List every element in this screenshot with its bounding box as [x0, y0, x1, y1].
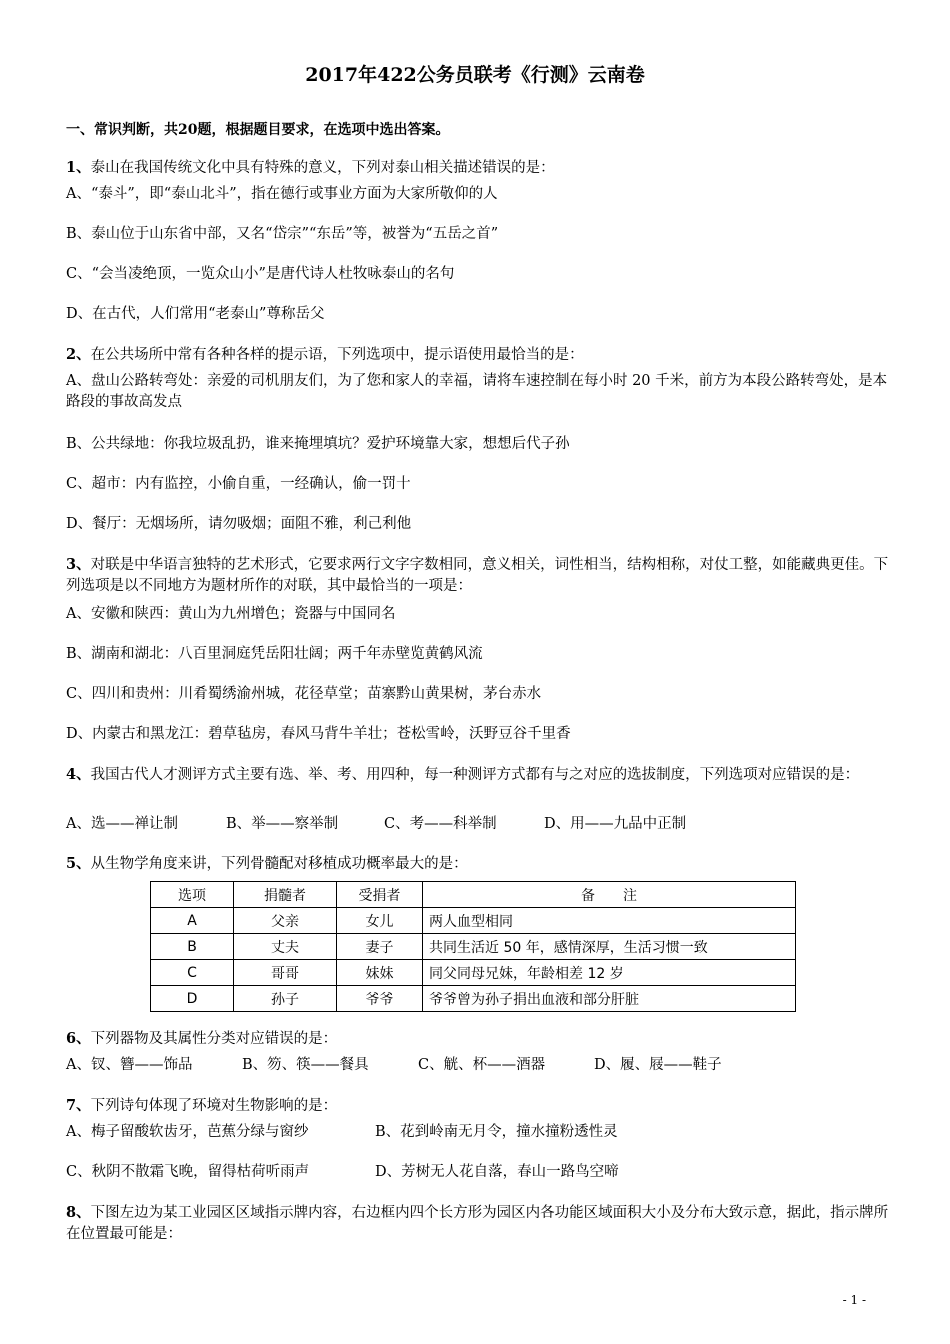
table-header: 捐髓者	[234, 882, 337, 908]
option-c: C、秋阴不散霜飞晚，留得枯荷听雨声	[66, 1164, 310, 1180]
option-c: C、考——科举制	[384, 816, 497, 832]
question-text: 从生物学角度来讲，下列骨髓配对移植成功概率最大的是：	[90, 856, 468, 872]
question-text: 对联是中华语言独特的艺术形式，它要求两行文字字数相同，意义相关，词性相当，结构相称，对仗工整，如能藏典更佳。下列选项是以不同地方为题材所作的对联，其中最恰当的一项是：	[66, 557, 889, 594]
option-d: D、履、屐——鞋子	[594, 1057, 722, 1073]
table-cell: 父亲	[234, 908, 337, 934]
option-c: C、四川和贵州：川肴蜀绣渝州城，花径草堂；苗寨黔山黄果树，茅台赤水	[66, 686, 542, 702]
option-a: A、盘山公路转弯处：亲爱的司机朋友们，为了您和家人的幸福，请将车速控制在每小时 20 千米，前方为本段公路转弯处，是本路段的事故高发点	[66, 373, 888, 410]
question-text: 我国古代人才测评方式主要有选、举、考、用四种，每一种测评方式都有与之对应的选拔制度，下列选项对应错误的是：	[90, 767, 860, 783]
question-6	[66, 1028, 891, 1050]
option-a: A、安徽和陕西：黄山为九州增色；瓷器与中国同名	[66, 606, 396, 622]
option-c: C、“会当凌绝顶，一览众山小”是唐代诗人杜牧咏泰山的名句	[66, 266, 455, 282]
option-b: B、举——察举制	[226, 816, 339, 832]
table-header: 受捐者	[337, 882, 423, 908]
table-cell: 共同生活近 50 年，感情深厚，生活习惯一致	[423, 934, 796, 960]
question-number: 2、	[66, 346, 91, 363]
question-number: 5、	[66, 855, 91, 872]
option-a: A、钗、簪——饰品	[66, 1057, 193, 1073]
table-cell: 孙子	[234, 986, 337, 1012]
option-c: C、觥、杯——酒器	[418, 1057, 546, 1073]
page-title: 2017年422公务员联考《行测》云南卷	[305, 64, 645, 86]
table-row	[151, 986, 796, 1012]
table-cell: C	[151, 960, 234, 986]
question-3	[66, 554, 891, 597]
marrow-table	[150, 881, 796, 1012]
question-text: 下列器物及其属性分类对应错误的是：	[90, 1031, 338, 1047]
table-cell: 两人血型相同	[423, 908, 796, 934]
question-number: 6、	[66, 1030, 91, 1047]
question-4	[66, 764, 891, 786]
question-number: 1、	[66, 159, 91, 176]
table-cell: 爷爷曾为孙子捐出血液和部分肝脏	[423, 986, 796, 1012]
question-number: 7、	[66, 1097, 91, 1114]
table-row	[151, 960, 796, 986]
page-number: - 1 -	[842, 1293, 866, 1307]
table-cell: 哥哥	[234, 960, 337, 986]
question-number: 3、	[66, 556, 91, 573]
table-cell: A	[151, 908, 234, 934]
table-cell: 妹妹	[337, 960, 423, 986]
table-cell: 爷爷	[337, 986, 423, 1012]
table-row	[151, 908, 796, 934]
table-cell: 女儿	[337, 908, 423, 934]
option-d: D、在古代，人们常用“老泰山”尊称岳父	[66, 306, 325, 322]
question-number: 8、	[66, 1204, 91, 1221]
table-cell: 同父同母兄妹，年龄相差 12 岁	[423, 960, 796, 986]
options-row	[66, 1122, 891, 1143]
option-d: D、内蒙古和黑龙江：碧草毡房，春风马背牛羊壮；苍松雪岭，沃野豆谷千里香	[66, 726, 571, 742]
question-text: 下列诗句体现了环境对生物影响的是：	[90, 1098, 338, 1114]
question-number: 4、	[66, 766, 91, 783]
table-cell: B	[151, 934, 234, 960]
question-7	[66, 1095, 891, 1117]
question-8	[66, 1202, 891, 1245]
table-cell: 妻子	[337, 934, 423, 960]
options-row	[66, 814, 891, 835]
table-header-row	[151, 882, 796, 908]
option-a: A、“泰斗”，即“泰山北斗”，指在德行或事业方面为大家所敬仰的人	[66, 186, 498, 202]
options-row	[66, 1055, 891, 1076]
table-cell: 丈夫	[234, 934, 337, 960]
table-header: 选项	[151, 882, 234, 908]
question-1	[66, 157, 891, 179]
option-d: D、用——九品中正制	[544, 816, 687, 832]
option-d: D、芳树无人花自落，春山一路鸟空啼	[375, 1164, 619, 1180]
option-b: B、湖南和湖北：八百里洞庭凭岳阳壮阔；两千年赤壁览黄鹤风流	[66, 646, 483, 662]
question-2	[66, 344, 891, 366]
option-a: A、梅子留酸软齿牙，芭蕉分绿与窗纱	[66, 1124, 309, 1140]
option-b: B、笏、筷——餐具	[242, 1057, 369, 1073]
option-c: C、超市：内有监控，小偷自重，一经确认，偷一罚十	[66, 476, 411, 492]
option-d: D、餐厅：无烟场所，请勿吸烟；面阻不雅，利己利他	[66, 516, 412, 532]
question-text: 泰山在我国传统文化中具有特殊的意义，下列对泰山相关描述错误的是：	[90, 160, 555, 176]
table-cell: D	[151, 986, 234, 1012]
option-b: B、公共绿地：你我垃圾乱扔，谁来掩埋填坑？爱护环境靠大家，想想后代子孙	[66, 436, 570, 452]
option-a: A、选——禅让制	[66, 816, 178, 832]
question-text: 在公共场所中常有各种各样的提示语，下列选项中，提示语使用最恰当的是：	[90, 347, 584, 363]
option-b: B、花到岭南无月令，撞水撞粉透性灵	[375, 1124, 618, 1140]
options-row	[66, 1162, 891, 1183]
question-text: 下图左边为某工业园区区域指示牌内容，右边框内四个长方形为园区内各功能区域面积大小及分布大致示意，据此，指示牌所在位置最可能是：	[66, 1205, 889, 1242]
section-heading: 一、常识判断，共20题，根据题目要求，在选项中选出答案。	[66, 122, 450, 138]
question-5	[66, 853, 891, 875]
option-b: B、泰山位于山东省中部，又名“岱宗”“东岳”等，被誉为“五岳之首”	[66, 226, 499, 242]
table-row	[151, 934, 796, 960]
table-header: 备 注	[423, 882, 796, 908]
